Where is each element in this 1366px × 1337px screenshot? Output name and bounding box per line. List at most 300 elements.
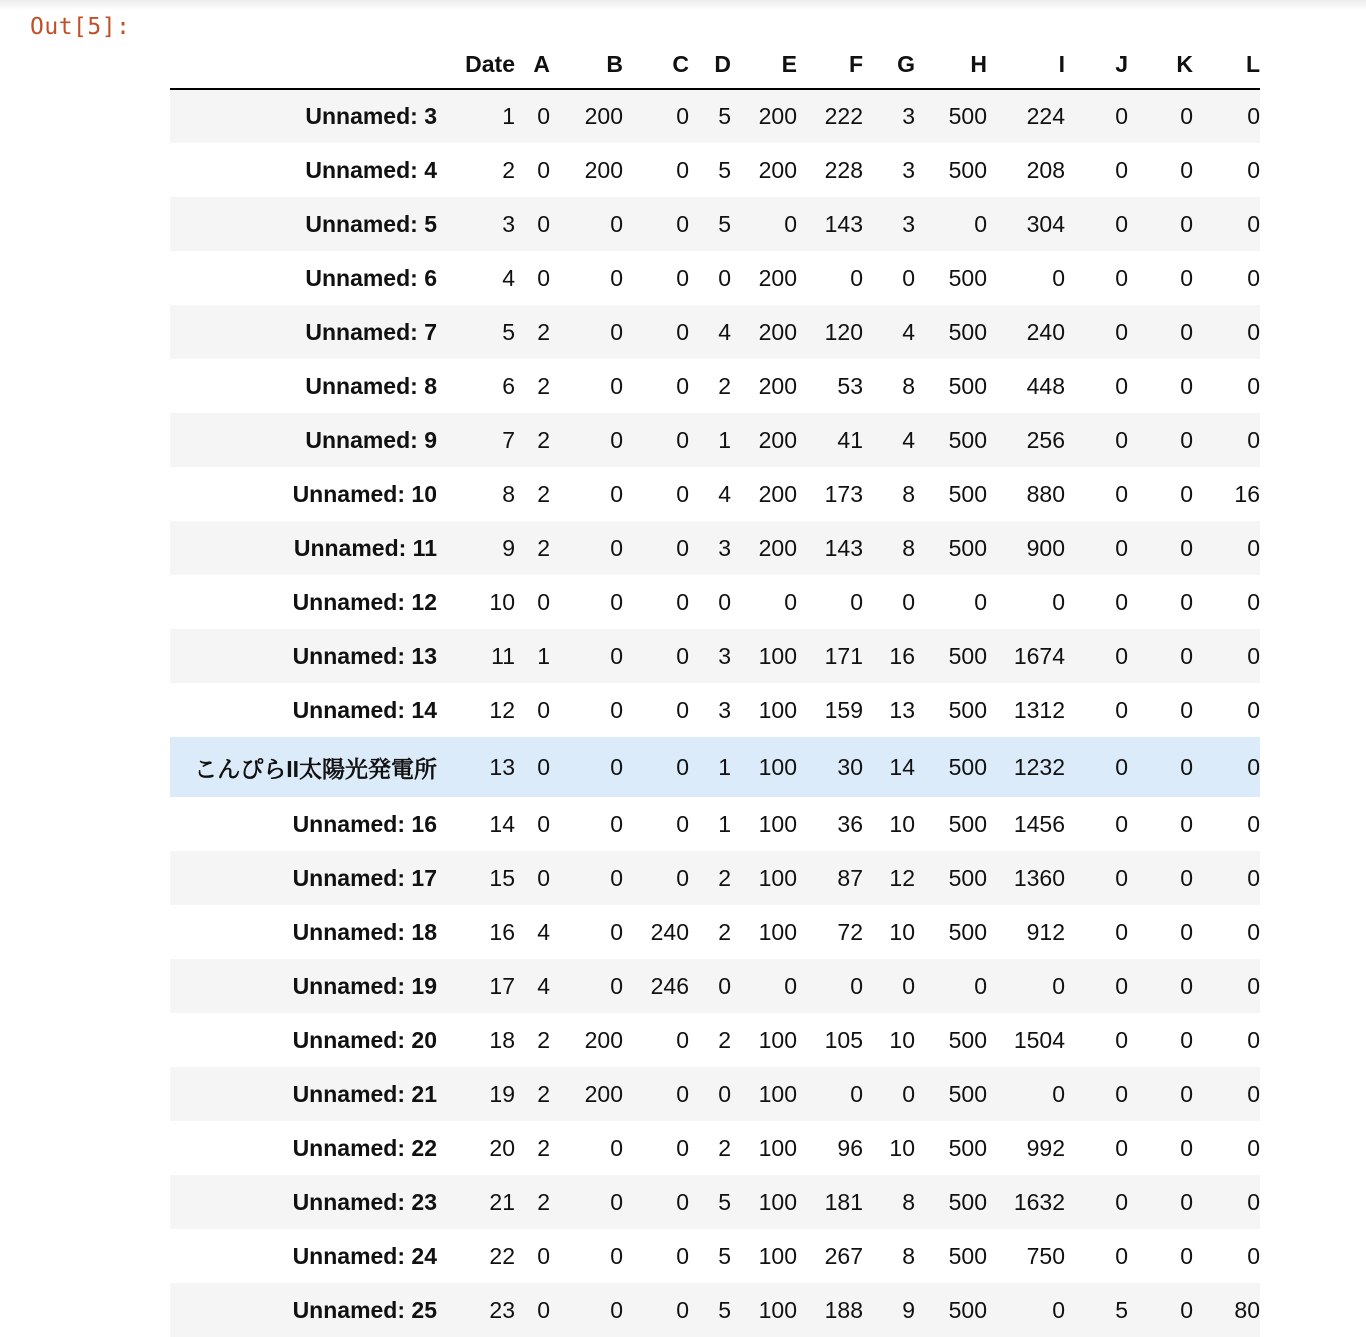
- table-cell: 2: [537, 372, 550, 399]
- table-cell: 2: [537, 426, 550, 453]
- table-cell: 100: [758, 1188, 797, 1215]
- table-row: [170, 467, 1260, 521]
- column-header: L: [1193, 40, 1260, 89]
- table-cell: 208: [1026, 156, 1065, 183]
- table-cell: 500: [948, 1188, 987, 1215]
- table-cell: 0: [1247, 372, 1260, 399]
- table-cell: 0: [718, 972, 731, 999]
- table-cell: 9: [902, 1296, 915, 1323]
- table-cell: 100: [758, 810, 797, 837]
- table-cell: 2: [502, 156, 515, 183]
- column-header: D: [689, 40, 731, 89]
- table-row: [170, 1013, 1260, 1067]
- table-cell: 0: [610, 1296, 623, 1323]
- table-cell: 4: [902, 426, 915, 453]
- table-cell: 0: [1247, 642, 1260, 669]
- table-cell: 8: [902, 480, 915, 507]
- table-cell: 3: [718, 696, 731, 723]
- table-cell: 0: [610, 864, 623, 891]
- table-cell: 0: [1115, 210, 1128, 237]
- table-cell: 10: [889, 810, 915, 837]
- table-row: [170, 305, 1260, 359]
- table-cell: 16: [889, 642, 915, 669]
- table-row: [170, 197, 1260, 251]
- table-cell: 4: [537, 918, 550, 945]
- table-cell: 500: [948, 426, 987, 453]
- table-cell: 0: [1115, 426, 1128, 453]
- table-cell: 0: [1180, 480, 1193, 507]
- table-cell: 30: [837, 753, 863, 780]
- table-cell: 159: [824, 696, 863, 723]
- table-cell: 500: [948, 753, 987, 780]
- table-cell: 0: [1247, 1242, 1260, 1269]
- cell-top-shadow: [0, 0, 1366, 10]
- table-cell: 200: [758, 372, 797, 399]
- table-cell: 200: [758, 426, 797, 453]
- table-cell: 5: [1115, 1296, 1128, 1323]
- table-cell: 0: [610, 696, 623, 723]
- row-index-label: こんぴらII太陽光発電所: [194, 755, 437, 782]
- table-cell: 0: [537, 210, 550, 237]
- table-cell: 20: [489, 1134, 515, 1161]
- table-cell: 72: [837, 918, 863, 945]
- dataframe-table: [170, 40, 1260, 1337]
- table-cell: 0: [718, 588, 731, 615]
- table-cell: 0: [676, 864, 689, 891]
- table-cell: 304: [1026, 210, 1065, 237]
- table-cell: 500: [948, 318, 987, 345]
- column-header: G: [863, 40, 915, 89]
- row-index-label: Unnamed: 11: [293, 534, 437, 561]
- table-cell: 100: [758, 1080, 797, 1107]
- table-cell: 0: [1115, 480, 1128, 507]
- table-cell: 0: [1115, 1188, 1128, 1215]
- table-cell: 0: [902, 972, 915, 999]
- table-cell: 0: [1180, 372, 1193, 399]
- table-cell: 0: [1247, 156, 1260, 183]
- table-cell: 0: [1247, 103, 1260, 129]
- table-row: [170, 359, 1260, 413]
- table-cell: 500: [948, 1296, 987, 1323]
- table-cell: 0: [1052, 264, 1065, 291]
- table-cell: 18: [489, 1026, 515, 1053]
- table-cell: 200: [758, 534, 797, 561]
- row-index-label: Unnamed: 13: [292, 642, 437, 669]
- table-cell: 0: [537, 810, 550, 837]
- table-row: [170, 737, 1260, 797]
- row-index-label: Unnamed: 3: [305, 103, 437, 129]
- table-cell: 0: [1115, 588, 1128, 615]
- row-index-label: Unnamed: 16: [292, 810, 437, 837]
- table-cell: 0: [1247, 1134, 1260, 1161]
- table-cell: 0: [1180, 753, 1193, 780]
- table-cell: 0: [537, 753, 550, 780]
- table-cell: 1: [502, 103, 515, 129]
- table-cell: 1312: [1013, 696, 1065, 723]
- table-cell: 13: [489, 753, 515, 780]
- table-cell: 5: [718, 103, 731, 129]
- table-cell: 8: [502, 480, 515, 507]
- table-cell: 0: [1115, 918, 1128, 945]
- table-cell: 0: [537, 103, 550, 129]
- table-cell: 0: [1247, 972, 1260, 999]
- table-cell: 0: [1052, 972, 1065, 999]
- table-cell: 0: [1115, 1134, 1128, 1161]
- table-cell: 0: [537, 1296, 550, 1323]
- table-cell: 0: [1180, 1242, 1193, 1269]
- table-cell: 3: [902, 156, 915, 183]
- table-cell: 0: [610, 588, 623, 615]
- table-cell: 1360: [1013, 864, 1065, 891]
- table-row: [170, 413, 1260, 467]
- table-cell: 500: [948, 156, 987, 183]
- column-header: H: [915, 40, 987, 89]
- table-cell: 53: [837, 372, 863, 399]
- table-cell: 500: [948, 918, 987, 945]
- table-cell: 1456: [1013, 810, 1065, 837]
- table-cell: 5: [718, 1296, 731, 1323]
- table-cell: 0: [676, 210, 689, 237]
- table-cell: 17: [489, 972, 515, 999]
- table-cell: 0: [1115, 642, 1128, 669]
- dataframe-output: [170, 40, 1260, 1323]
- table-cell: 0: [1052, 1296, 1065, 1323]
- table-row: [170, 1121, 1260, 1175]
- table-cell: 0: [610, 372, 623, 399]
- column-header: J: [1065, 40, 1128, 89]
- table-cell: 500: [948, 810, 987, 837]
- table-cell: 0: [1115, 1026, 1128, 1053]
- table-cell: 0: [1115, 264, 1128, 291]
- table-cell: 171: [824, 642, 863, 669]
- table-row: [170, 683, 1260, 737]
- table-cell: 4: [718, 480, 731, 507]
- table-cell: 0: [610, 1134, 623, 1161]
- table-row: [170, 1283, 1260, 1337]
- table-cell: 0: [1247, 1188, 1260, 1215]
- table-row: [170, 575, 1260, 629]
- row-index-label: Unnamed: 14: [292, 696, 437, 723]
- table-cell: 2: [537, 534, 550, 561]
- table-cell: 0: [1115, 1242, 1128, 1269]
- table-cell: 246: [650, 972, 689, 999]
- table-cell: 0: [1180, 642, 1193, 669]
- table-cell: 200: [758, 156, 797, 183]
- table-cell: 224: [1026, 103, 1065, 129]
- table-cell: 0: [1247, 1026, 1260, 1053]
- table-cell: 11: [491, 642, 515, 669]
- column-header: Date: [437, 40, 515, 89]
- table-cell: 143: [824, 210, 863, 237]
- table-cell: 267: [824, 1242, 863, 1269]
- table-cell: 0: [610, 210, 623, 237]
- table-cell: 3: [718, 534, 731, 561]
- row-index-label: Unnamed: 6: [305, 264, 437, 291]
- table-cell: 0: [610, 642, 623, 669]
- table-cell: 10: [889, 1134, 915, 1161]
- row-index-label: Unnamed: 4: [305, 156, 437, 183]
- row-index-label: Unnamed: 17: [292, 864, 437, 891]
- table-cell: 2: [718, 372, 731, 399]
- table-cell: 900: [1026, 534, 1065, 561]
- table-cell: 0: [610, 264, 623, 291]
- table-cell: 2: [537, 1134, 550, 1161]
- table-row: [170, 905, 1260, 959]
- table-cell: 8: [902, 1188, 915, 1215]
- table-cell: 1504: [1013, 1026, 1065, 1053]
- table-cell: 143: [824, 534, 863, 561]
- table-cell: 0: [676, 810, 689, 837]
- table-cell: 1: [537, 642, 550, 669]
- table-cell: 0: [1180, 1026, 1193, 1053]
- table-cell: 0: [850, 588, 863, 615]
- column-header: B: [550, 40, 623, 89]
- table-cell: 4: [718, 318, 731, 345]
- table-cell: 100: [758, 753, 797, 780]
- column-header: K: [1128, 40, 1193, 89]
- table-cell: 0: [1247, 426, 1260, 453]
- table-row: [170, 521, 1260, 575]
- table-cell: 0: [537, 696, 550, 723]
- table-cell: 0: [610, 534, 623, 561]
- table-cell: 0: [1247, 918, 1260, 945]
- table-cell: 0: [1115, 156, 1128, 183]
- table-cell: 41: [837, 426, 863, 453]
- table-cell: 0: [1180, 696, 1193, 723]
- table-cell: 80: [1234, 1296, 1260, 1323]
- row-index-label: Unnamed: 12: [292, 588, 437, 615]
- table-cell: 0: [610, 480, 623, 507]
- table-cell: 0: [974, 972, 987, 999]
- table-cell: 0: [1180, 426, 1193, 453]
- table-cell: 0: [676, 1026, 689, 1053]
- table-cell: 0: [784, 972, 797, 999]
- table-row: [170, 1067, 1260, 1121]
- table-cell: 0: [537, 588, 550, 615]
- table-cell: 100: [758, 864, 797, 891]
- table-cell: 0: [1180, 103, 1193, 129]
- table-cell: 0: [1180, 810, 1193, 837]
- table-cell: 200: [584, 156, 623, 183]
- table-cell: 23: [489, 1296, 515, 1323]
- table-cell: 21: [489, 1188, 515, 1215]
- table-cell: 5: [718, 210, 731, 237]
- table-cell: 100: [758, 1242, 797, 1269]
- table-cell: 0: [1115, 318, 1128, 345]
- table-cell: 0: [676, 480, 689, 507]
- table-cell: 0: [676, 753, 689, 780]
- table-cell: 992: [1026, 1134, 1065, 1161]
- table-cell: 1632: [1013, 1188, 1065, 1215]
- table-cell: 500: [948, 103, 987, 129]
- table-cell: 2: [537, 318, 550, 345]
- table-cell: 0: [537, 864, 550, 891]
- table-cell: 0: [676, 588, 689, 615]
- table-cell: 0: [1052, 588, 1065, 615]
- table-cell: 0: [1115, 103, 1128, 129]
- table-cell: 0: [1180, 918, 1193, 945]
- table-cell: 100: [758, 1134, 797, 1161]
- table-cell: 200: [758, 264, 797, 291]
- table-cell: 2: [718, 1026, 731, 1053]
- column-header: E: [731, 40, 797, 89]
- table-cell: 1: [718, 810, 731, 837]
- table-cell: 0: [610, 1188, 623, 1215]
- table-cell: 0: [1247, 534, 1260, 561]
- row-index-label: Unnamed: 8: [305, 372, 437, 399]
- table-cell: 0: [1247, 210, 1260, 237]
- table-cell: 2: [718, 864, 731, 891]
- row-index-label: Unnamed: 19: [292, 972, 437, 999]
- table-cell: 14: [489, 810, 515, 837]
- table-cell: 500: [948, 642, 987, 669]
- table-cell: 500: [948, 1026, 987, 1053]
- column-header: F: [797, 40, 863, 89]
- table-cell: 200: [584, 1026, 623, 1053]
- table-cell: 4: [502, 264, 515, 291]
- table-cell: 240: [1026, 318, 1065, 345]
- table-cell: 3: [902, 210, 915, 237]
- table-cell: 2: [718, 918, 731, 945]
- table-cell: 10: [889, 918, 915, 945]
- table-cell: 0: [1247, 810, 1260, 837]
- table-cell: 500: [948, 1134, 987, 1161]
- table-cell: 100: [758, 642, 797, 669]
- table-cell: 0: [610, 972, 623, 999]
- table-cell: 0: [676, 1242, 689, 1269]
- table-cell: 0: [610, 753, 623, 780]
- table-cell: 0: [610, 810, 623, 837]
- table-cell: 200: [584, 1080, 623, 1107]
- table-cell: 14: [889, 753, 915, 780]
- table-cell: 0: [537, 264, 550, 291]
- table-row: [170, 1229, 1260, 1283]
- row-index-label: Unnamed: 23: [292, 1188, 437, 1215]
- table-row: [170, 851, 1260, 905]
- table-cell: 0: [610, 1242, 623, 1269]
- table-cell: 0: [1180, 1134, 1193, 1161]
- table-cell: 6: [502, 372, 515, 399]
- table-cell: 0: [1247, 318, 1260, 345]
- table-cell: 3: [502, 210, 515, 237]
- table-cell: 0: [1247, 1080, 1260, 1107]
- table-cell: 0: [676, 372, 689, 399]
- table-cell: 0: [1052, 1080, 1065, 1107]
- column-header: C: [623, 40, 689, 89]
- table-cell: 0: [1247, 864, 1260, 891]
- table-cell: 12: [489, 696, 515, 723]
- table-cell: 0: [1180, 264, 1193, 291]
- table-cell: 120: [824, 318, 863, 345]
- table-cell: 0: [1115, 372, 1128, 399]
- table-cell: 200: [758, 480, 797, 507]
- table-cell: 15: [489, 864, 515, 891]
- table-cell: 2: [537, 1188, 550, 1215]
- index-header: [170, 40, 437, 89]
- table-cell: 1674: [1013, 642, 1065, 669]
- table-cell: 22: [489, 1242, 515, 1269]
- table-cell: 8: [902, 534, 915, 561]
- table-cell: 0: [610, 918, 623, 945]
- table-cell: 0: [1180, 534, 1193, 561]
- table-cell: 500: [948, 264, 987, 291]
- table-cell: 750: [1026, 1242, 1065, 1269]
- table-cell: 0: [537, 1242, 550, 1269]
- table-cell: 500: [948, 696, 987, 723]
- table-cell: 87: [837, 864, 863, 891]
- table-cell: 500: [948, 1242, 987, 1269]
- table-cell: 188: [824, 1296, 863, 1323]
- table-cell: 0: [610, 318, 623, 345]
- table-row: [170, 629, 1260, 683]
- table-cell: 0: [784, 210, 797, 237]
- table-cell: 0: [1115, 1080, 1128, 1107]
- table-cell: 0: [1115, 534, 1128, 561]
- table-cell: 500: [948, 480, 987, 507]
- table-cell: 200: [758, 318, 797, 345]
- table-cell: 0: [1180, 1188, 1193, 1215]
- table-cell: 500: [948, 534, 987, 561]
- table-cell: 3: [902, 103, 915, 129]
- table-cell: 0: [1180, 972, 1193, 999]
- table-cell: 0: [1180, 210, 1193, 237]
- row-index-label: Unnamed: 9: [305, 426, 437, 453]
- table-cell: 0: [1115, 753, 1128, 780]
- table-cell: 8: [902, 1242, 915, 1269]
- table-cell: 0: [1115, 810, 1128, 837]
- table-cell: 0: [1115, 696, 1128, 723]
- table-cell: 7: [502, 426, 515, 453]
- table-cell: 0: [676, 534, 689, 561]
- column-header: I: [987, 40, 1065, 89]
- table-cell: 10: [889, 1026, 915, 1053]
- table-cell: 105: [824, 1026, 863, 1053]
- table-cell: 0: [718, 1080, 731, 1107]
- table-cell: 0: [974, 210, 987, 237]
- table-cell: 0: [676, 156, 689, 183]
- table-cell: 0: [1180, 156, 1193, 183]
- table-cell: 173: [824, 480, 863, 507]
- table-cell: 100: [758, 918, 797, 945]
- table-cell: 880: [1026, 480, 1065, 507]
- table-cell: 0: [676, 318, 689, 345]
- table-cell: 0: [850, 972, 863, 999]
- table-cell: 0: [718, 264, 731, 291]
- table-cell: 240: [650, 918, 689, 945]
- table-cell: 0: [1247, 696, 1260, 723]
- table-cell: 2: [537, 1026, 550, 1053]
- table-cell: 0: [1180, 1080, 1193, 1107]
- table-cell: 2: [718, 1134, 731, 1161]
- row-index-label: Unnamed: 10: [292, 480, 437, 507]
- table-cell: 0: [1247, 753, 1260, 780]
- table-cell: 5: [718, 156, 731, 183]
- table-cell: 0: [902, 1080, 915, 1107]
- table-cell: 96: [837, 1134, 863, 1161]
- table-row: [170, 143, 1260, 197]
- table-cell: 0: [1247, 264, 1260, 291]
- table-cell: 4: [537, 972, 550, 999]
- table-cell: 9: [502, 534, 515, 561]
- table-cell: 448: [1026, 372, 1065, 399]
- table-cell: 100: [758, 1296, 797, 1323]
- row-index-label: Unnamed: 22: [292, 1134, 437, 1161]
- table-row: [170, 89, 1260, 143]
- table-cell: 36: [837, 810, 863, 837]
- table-cell: 8: [902, 372, 915, 399]
- table-cell: 2: [537, 480, 550, 507]
- table-cell: 0: [1115, 864, 1128, 891]
